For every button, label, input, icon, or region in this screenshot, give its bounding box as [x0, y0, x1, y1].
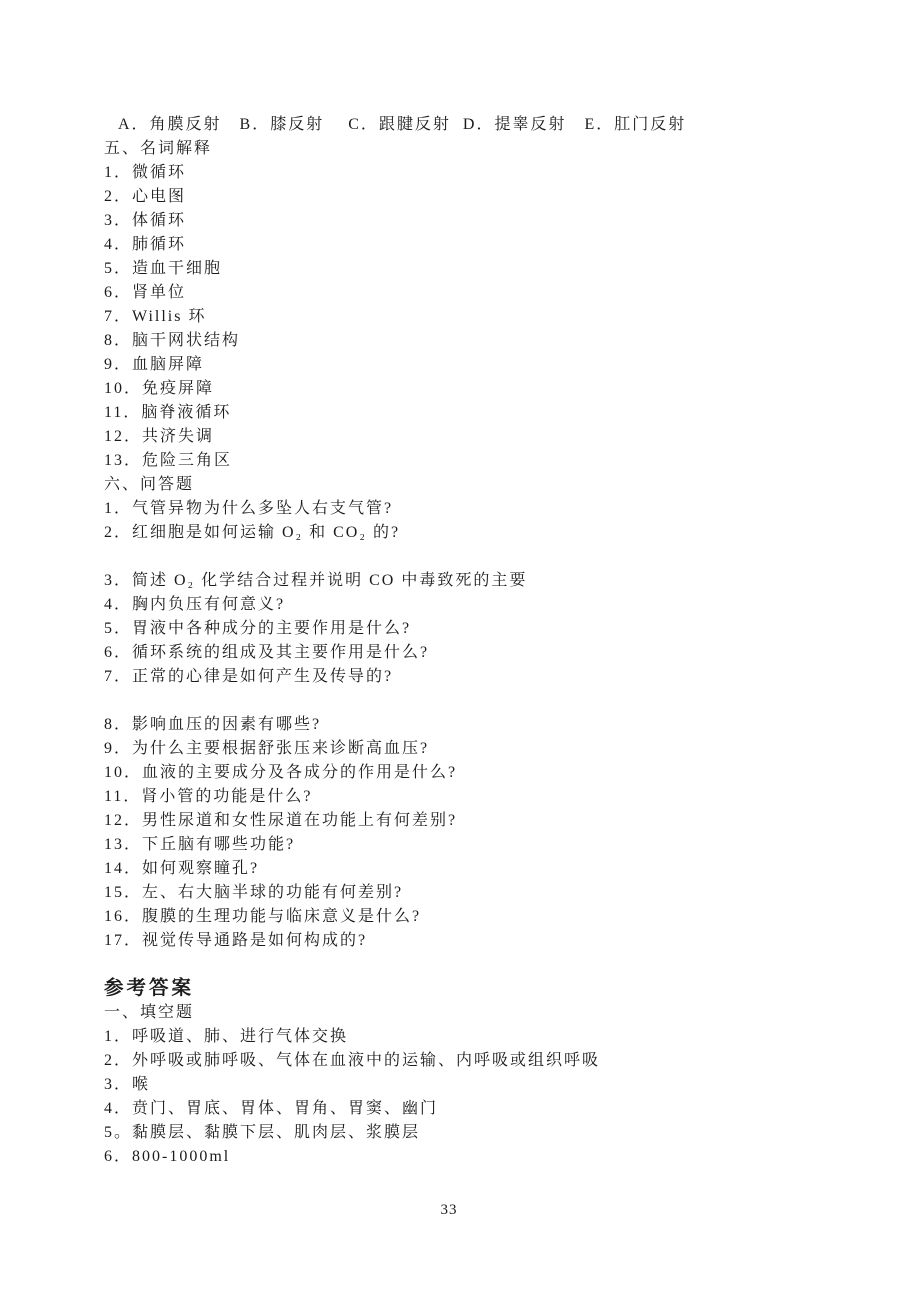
text-line: 1．气管异物为什么多坠人右支气管? — [104, 500, 394, 517]
text-line: 10．免疫屏障 — [104, 380, 215, 397]
text-line: 2．红细胞是如何运输 O₂ 和 CO₂ 的? — [104, 524, 401, 541]
text-line: 六、问答题 — [104, 476, 195, 493]
page-number: 33 — [440, 1202, 458, 1218]
text-line: 11．肾小管的功能是什么? — [104, 788, 313, 805]
text-line: 2．心电图 — [104, 188, 187, 205]
text-line: 4．胸内负压有何意义? — [104, 596, 286, 613]
text-line: 13．危险三角区 — [104, 452, 233, 469]
text-line: 6．循环系统的组成及其主要作用是什么? — [104, 644, 430, 661]
text-line: 15．左、右大脑半球的功能有何差别? — [104, 884, 404, 901]
text-line: 6．肾单位 — [104, 284, 187, 301]
text-line: 9．血脑屏障 — [104, 356, 205, 373]
text-line: 3．体循环 — [104, 212, 187, 229]
text-line: 12．男性尿道和女性尿道在功能上有何差别? — [104, 812, 458, 829]
text-line: 五、名词解释 — [104, 140, 213, 157]
text-line: 11．脑脊液循环 — [104, 404, 232, 421]
text-line: 6．800-1000ml — [104, 1148, 231, 1165]
document-body — [104, 113, 814, 1169]
text-line: 9．为什么主要根据舒张压来诊断高血压? — [104, 740, 430, 757]
choice-options-line: A．角膜反射 B．膝反射 C．跟腱反射 D．提睾反射 E．肛门反射 — [118, 116, 687, 133]
text-line: 13．下丘脑有哪些功能? — [104, 836, 296, 853]
text-line: 5．造血干细胞 — [104, 260, 223, 277]
text-line: 7．Willis 环 — [104, 308, 207, 325]
text-line: 5。黏膜层、黏膜下层、肌肉层、浆膜层 — [104, 1124, 421, 1141]
text-line: 1．呼吸道、肺、进行气体交换 — [104, 1028, 349, 1045]
blank-line — [104, 545, 814, 569]
section-heading: 参考答案 — [104, 978, 195, 999]
text-line: 7．正常的心律是如何产生及传导的? — [104, 668, 394, 685]
text-line: 17．视觉传导通路是如何构成的? — [104, 932, 368, 949]
text-line: 14．如何观察瞳孔? — [104, 860, 260, 877]
blank-line — [104, 953, 814, 977]
text-line: 3．喉 — [104, 1076, 151, 1093]
text-line: 12．共济失调 — [104, 428, 215, 445]
blank-line — [104, 689, 814, 713]
text-line: 16．腹膜的生理功能与临床意义是什么? — [104, 908, 422, 925]
text-line: 8．脑干网状结构 — [104, 332, 241, 349]
text-line: 2．外呼吸或肺呼吸、气体在血液中的运输、内呼吸或组织呼吸 — [104, 1052, 601, 1069]
text-line: 8．影响血压的因素有哪些? — [104, 716, 322, 733]
text-line: 4．肺循环 — [104, 236, 187, 253]
text-line: 3．简述 O₂ 化学结合过程并说明 CO 中毒致死的主要 — [104, 572, 528, 589]
text-line: 1．微循环 — [104, 164, 187, 181]
text-line: 5．胃液中各种成分的主要作用是什么? — [104, 620, 412, 637]
text-line: 10．血液的主要成分及各成分的作用是什么? — [104, 764, 458, 781]
text-line: 一、填空题 — [104, 1004, 195, 1021]
text-line: 4．贲门、胃底、胃体、胃角、胃窦、幽门 — [104, 1100, 439, 1117]
